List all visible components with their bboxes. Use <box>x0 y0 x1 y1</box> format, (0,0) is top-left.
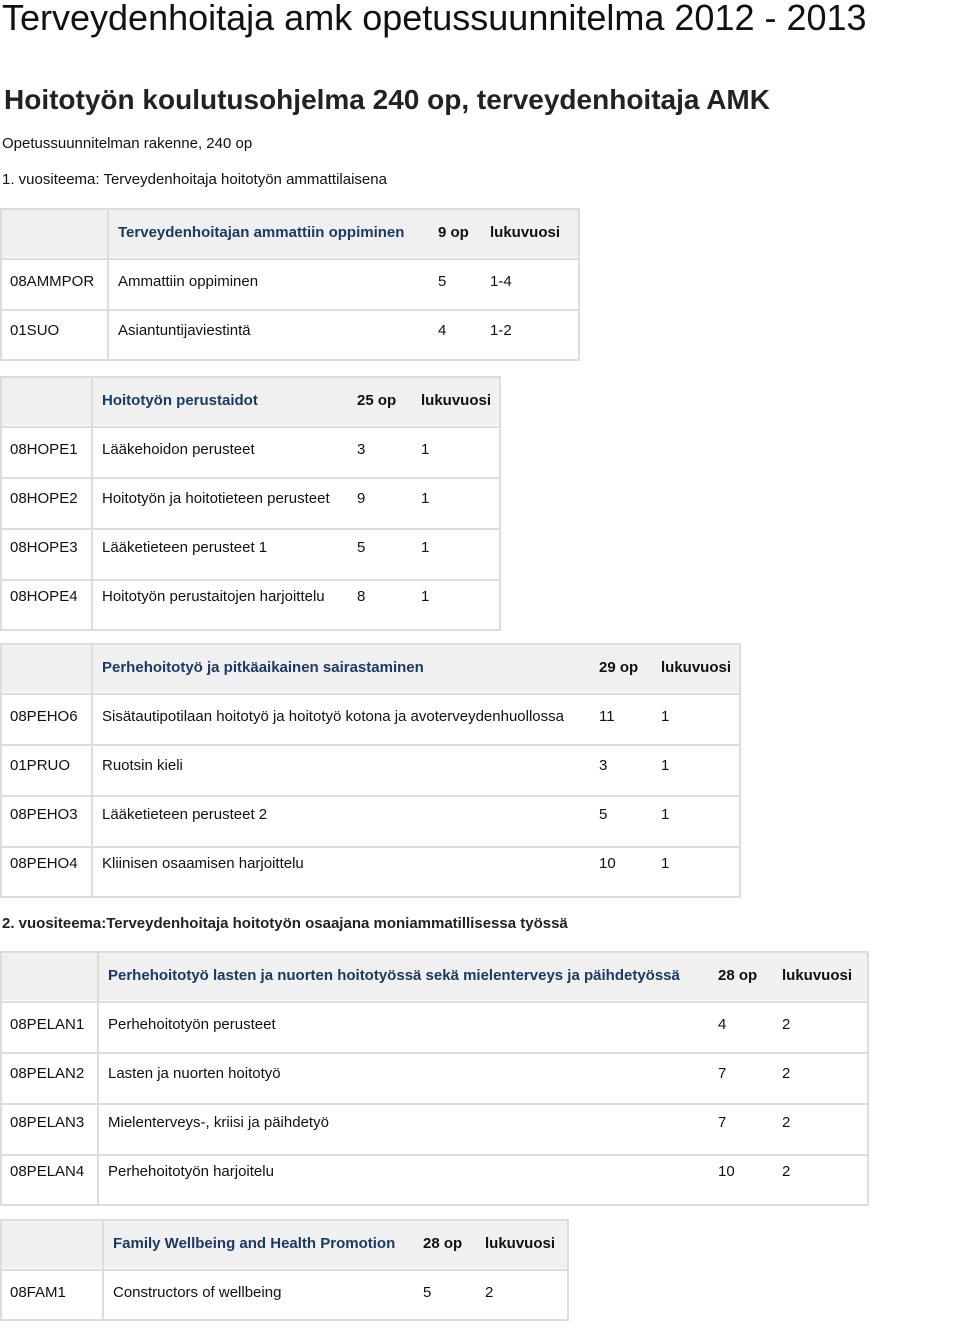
course-year: 2 <box>782 1113 791 1131</box>
course-code: 08HOPE2 <box>10 489 78 507</box>
module-name: Perhehoitotyö lasten ja nuorten hoitotyössä sekä mielenterveys ja päihdetyössä <box>98 951 708 1000</box>
course-name: Hoitotyön perustaitojen harjoittelu <box>102 587 325 605</box>
course-year: 2 <box>782 1015 791 1033</box>
course-code: 08PEHO3 <box>10 805 78 823</box>
course-name: Perhehoitotyön harjoitelu <box>108 1162 274 1180</box>
program-heading: Hoitotyön koulutusohjelma 240 op, terveydenhoitaja AMK <box>4 84 770 115</box>
course-code: 08PELAN2 <box>10 1064 85 1082</box>
column-divider <box>107 208 109 361</box>
course-credits: 11 <box>599 707 615 725</box>
course-credits: 3 <box>599 756 608 774</box>
table-row <box>0 692 741 741</box>
row-divider <box>0 1103 869 1105</box>
table-row <box>0 1268 569 1317</box>
course-code: 08AMMPOR <box>10 272 95 290</box>
course-code: 08HOPE3 <box>10 538 78 556</box>
course-year: 2 <box>485 1283 494 1301</box>
module-credits: 25 op <box>347 376 411 425</box>
row-divider <box>0 693 741 695</box>
header-code-cell <box>0 1219 103 1268</box>
course-credits: 5 <box>423 1283 432 1301</box>
course-code: 01SUO <box>10 321 60 339</box>
module-credits: 9 op <box>428 208 480 257</box>
course-table <box>0 1219 569 1317</box>
course-name: Asiantuntijaviestintä <box>118 321 251 339</box>
module-credits: 28 op <box>708 951 772 1000</box>
table-row <box>0 1000 869 1049</box>
course-name: Ruotsin kieli <box>102 756 183 774</box>
course-credits: 5 <box>357 538 366 556</box>
course-year: 1 <box>661 707 670 725</box>
course-credits: 10 <box>718 1162 735 1180</box>
course-credits: 7 <box>718 1113 727 1131</box>
course-table <box>0 951 869 1196</box>
module-year-label: lukuvuosi <box>651 643 741 692</box>
year-theme-2: 2. vuositeema:Terveydenhoitaja hoitotyön osaajana moniammatillisessa työssä <box>2 915 568 932</box>
row-divider <box>0 1269 569 1271</box>
header-code-cell <box>0 208 108 257</box>
course-code: 08PELAN4 <box>10 1162 85 1180</box>
row-divider <box>0 426 501 428</box>
course-name: Lääkehoidon perusteet <box>102 440 255 458</box>
module-credits: 28 op <box>413 1219 475 1268</box>
course-credits: 4 <box>718 1015 727 1033</box>
course-code: 08HOPE1 <box>10 440 78 458</box>
table-header-row <box>0 376 501 425</box>
module-year-label: lukuvuosi <box>480 208 580 257</box>
table-row <box>0 741 741 790</box>
course-table <box>0 643 741 888</box>
table-header-row <box>0 643 741 692</box>
course-year: 2 <box>782 1064 791 1082</box>
row-divider <box>0 1001 869 1003</box>
course-year: 2 <box>782 1162 791 1180</box>
course-credits: 10 <box>599 854 616 872</box>
course-code: 01PRUO <box>10 756 71 774</box>
column-divider <box>91 643 93 898</box>
header-code-cell <box>0 376 92 425</box>
row-divider <box>0 477 501 479</box>
course-code: 08PELAN3 <box>10 1113 85 1131</box>
row-divider <box>0 846 741 848</box>
table-header-row <box>0 1219 569 1268</box>
course-credits: 3 <box>357 440 366 458</box>
course-name: Kliinisen osaamisen harjoittelu <box>102 854 304 872</box>
column-divider <box>102 1219 104 1321</box>
course-table <box>0 376 501 621</box>
course-year: 1 <box>421 440 430 458</box>
table-row <box>0 790 741 839</box>
course-year: 1 <box>661 756 670 774</box>
course-year: 1-2 <box>490 321 512 339</box>
table-header-row <box>0 951 869 1000</box>
module-name: Family Wellbeing and Health Promotion <box>103 1219 413 1268</box>
module-name: Perhehoitotyö ja pitkäaikainen sairastaminen <box>92 643 589 692</box>
page-title: Terveydenhoitaja amk opetussuunnitelma 2012 - 2013 <box>2 0 867 38</box>
course-name: Sisätautipotilaan hoitotyö ja hoitotyö kotona ja avoterveydenhuollossa <box>102 707 564 725</box>
row-divider <box>0 258 580 260</box>
table-row <box>0 425 501 474</box>
table-row <box>0 1049 869 1098</box>
course-code: 08FAM1 <box>10 1283 66 1301</box>
course-code: 08HOPE4 <box>10 587 78 605</box>
course-code: 08PEHO6 <box>10 707 78 725</box>
course-name: Lääketieteen perusteet 1 <box>102 538 268 556</box>
course-year: 1 <box>421 489 430 507</box>
course-year: 1-4 <box>490 272 512 290</box>
course-code: 08PEHO4 <box>10 854 78 872</box>
table-row <box>0 1098 869 1147</box>
course-year: 1 <box>661 805 670 823</box>
course-name: Hoitotyön ja hoitotieteen perusteet <box>102 489 330 507</box>
course-name: Constructors of wellbeing <box>113 1283 282 1301</box>
table-row <box>0 474 501 523</box>
table-row <box>0 523 501 572</box>
course-year: 1 <box>661 854 670 872</box>
course-name: Lasten ja nuorten hoitotyö <box>108 1064 281 1082</box>
table-header-row <box>0 208 580 257</box>
course-credits: 4 <box>438 321 447 339</box>
module-year-label: lukuvuosi <box>475 1219 569 1268</box>
column-divider <box>97 951 99 1206</box>
table-row <box>0 306 580 355</box>
header-code-cell <box>0 951 98 1000</box>
module-year-label: lukuvuosi <box>411 376 501 425</box>
row-divider <box>0 1154 869 1156</box>
course-credits: 9 <box>357 489 366 507</box>
course-table <box>0 208 580 355</box>
course-code: 08PELAN1 <box>10 1015 85 1033</box>
course-name: Ammattiin oppiminen <box>118 272 259 290</box>
row-divider <box>0 1052 869 1054</box>
row-divider <box>0 579 501 581</box>
row-divider <box>0 528 501 530</box>
table-row <box>0 257 580 306</box>
course-name: Perhehoitotyön perusteet <box>108 1015 276 1033</box>
course-credits: 8 <box>357 587 366 605</box>
structure-label: Opetussuunnitelman rakenne, 240 op <box>2 135 253 152</box>
module-name: Terveydenhoitajan ammattiin oppiminen <box>108 208 428 257</box>
column-divider <box>91 376 93 631</box>
course-name: Mielenterveys-, kriisi ja päihdetyö <box>108 1113 329 1131</box>
course-credits: 5 <box>438 272 447 290</box>
course-year: 1 <box>421 538 430 556</box>
course-name: Lääketieteen perusteet 2 <box>102 805 268 823</box>
header-code-cell <box>0 643 92 692</box>
row-divider <box>0 795 741 797</box>
course-credits: 7 <box>718 1064 727 1082</box>
year-theme-1: 1. vuositeema: Terveydenhoitaja hoitotyön ammattilaisena <box>2 171 387 188</box>
row-divider <box>0 309 580 311</box>
module-credits: 29 op <box>589 643 651 692</box>
module-year-label: lukuvuosi <box>772 951 869 1000</box>
row-divider <box>0 744 741 746</box>
module-name: Hoitotyön perustaidot <box>92 376 347 425</box>
course-year: 1 <box>421 587 430 605</box>
course-credits: 5 <box>599 805 608 823</box>
